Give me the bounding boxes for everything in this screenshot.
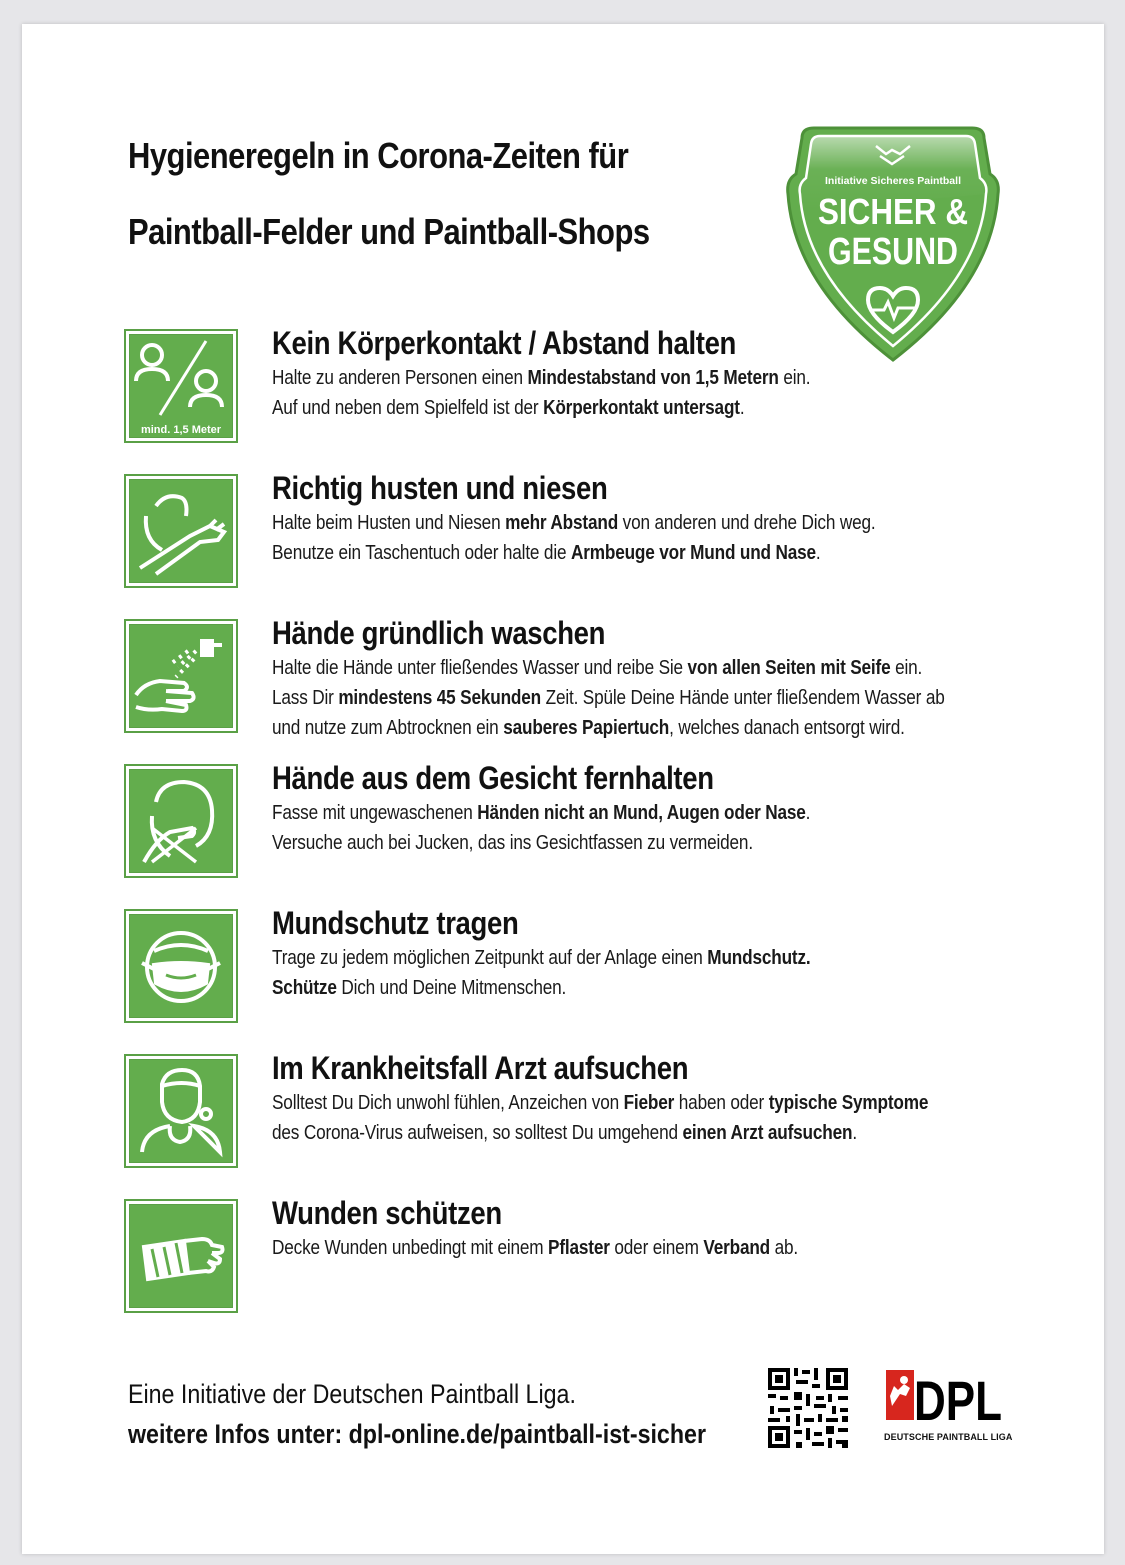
no-face-touch-icon [126, 766, 236, 876]
doctor-icon [126, 1056, 236, 1166]
rule-line [272, 943, 951, 973]
rule-text [272, 613, 951, 743]
rule-text-segment: Zeit. Spüle Deine Hände unter fließendem Wasser ab [541, 687, 945, 709]
rule-line [272, 973, 951, 1003]
rule-text-segment: ab. [770, 1237, 799, 1259]
rule-icon-box [124, 764, 238, 878]
rule-icon-box [124, 619, 238, 733]
rule-emphasis: Verband [703, 1237, 771, 1259]
dpl-logo [884, 1366, 1013, 1448]
rule-text [272, 1193, 951, 1263]
rule-line [272, 1118, 951, 1148]
rule-text-segment: . [805, 802, 811, 824]
title-line-2: Paintball-Felder und Paintball-Shops [128, 211, 650, 252]
rule-line [272, 1088, 951, 1118]
rule-text [272, 758, 951, 858]
rule-title: Richtig husten und niesen [272, 470, 608, 506]
badge-line-2: GESUND [828, 231, 958, 273]
rule-text-segment: Lass Dir [272, 687, 339, 709]
cough-elbow-icon [126, 476, 236, 586]
rule-icon-box [124, 1199, 238, 1313]
rule-line [272, 1233, 951, 1263]
rule-icon-box [124, 474, 238, 588]
qr-code[interactable] [766, 1366, 850, 1450]
rule-text-segment: ein. [890, 657, 923, 679]
rule-text-segment: Benutze ein Taschentuch oder halte die [272, 542, 571, 564]
dpl-caption: DEUTSCHE PAINTBALL LIGA [884, 1432, 1013, 1442]
badge-line-1: SICHER & [818, 191, 968, 232]
rule-text-segment: des Corona-Virus aufweisen, so solltest Du umgehend [272, 1122, 683, 1144]
rule-emphasis: Armbeuge vor Mund und Nase [570, 542, 816, 564]
rule-cough [124, 470, 924, 590]
rule-text-segment: Halte die Hände unter fließendes Wasser und reibe Sie [272, 657, 688, 679]
rule-line [272, 538, 951, 568]
rule-line [272, 713, 951, 743]
rule-emphasis: Schütze [272, 977, 337, 999]
rule-text-segment: . [852, 1122, 857, 1144]
rule-text-segment: Halte zu anderen Personen einen [272, 367, 528, 389]
dpl-logo-mark [884, 1366, 1004, 1432]
page-title [128, 118, 650, 270]
rule-text-segment: , welches danach entsorgt wird. [669, 717, 905, 739]
rule-text-segment: Versuche auch bei Jucken, das ins Gesichtfassen zu vermeiden. [272, 832, 753, 854]
rule-emphasis: Körperkontakt untersagt [543, 397, 740, 419]
rule-emphasis: Fieber [623, 1092, 675, 1114]
footer-initiative-text: Eine Initiative der Deutschen Paintball Liga. [128, 1379, 576, 1409]
rule-emphasis: einen Arzt aufsuchen [682, 1122, 853, 1144]
rule-title: Mundschutz tragen [272, 905, 519, 941]
rule-body [272, 1233, 951, 1263]
rule-title: Kein Körperkontakt / Abstand halten [272, 325, 737, 361]
rule-text-segment: und nutze zum Abtrocknen ein [272, 717, 504, 739]
rule-text [272, 1048, 951, 1148]
rule-emphasis: Pflaster [548, 1237, 610, 1259]
rule-hand-wash [124, 615, 945, 739]
rule-text [272, 903, 951, 1003]
rule-emphasis: mehr Abstand [505, 512, 619, 534]
rule-emphasis: Mindestabstand von 1,5 Metern [527, 367, 779, 389]
rule-body [272, 1088, 951, 1148]
rule-title: Hände gründlich waschen [272, 615, 606, 651]
rule-text-segment: Solltest Du Dich unwohl fühlen, Anzeichen von [272, 1092, 624, 1114]
rule-emphasis: Händen nicht an Mund, Augen oder Nase [477, 802, 806, 824]
badge-small-text: Initiative Sicheres Paintball [825, 175, 961, 187]
face-mask-icon [126, 911, 236, 1021]
rule-line [272, 798, 951, 828]
rule-text-segment: . [815, 542, 821, 564]
rule-text-segment: von anderen und drehe Dich weg. [618, 512, 876, 534]
distance-icon [126, 331, 236, 441]
rule-text [272, 323, 951, 423]
title-line-1: Hygieneregeln in Corona-Zeiten für [128, 135, 629, 176]
rule-wounds [124, 1195, 924, 1315]
rule-body [272, 363, 951, 423]
rule-text-segment: Decke Wunden unbedingt mit einem [272, 1237, 549, 1259]
rule-icon-box [124, 909, 238, 1023]
rule-text-segment: haben oder [674, 1092, 769, 1114]
rule-emphasis: sauberes Papiertuch [503, 717, 670, 739]
rule-mask [124, 905, 924, 1025]
rule-title: Hände aus dem Gesicht fernhalten [272, 760, 714, 796]
rule-face-touch [124, 760, 924, 880]
rule-text-segment: Halte beim Husten und Niesen [272, 512, 506, 534]
distance-caption: mind. 1,5 Meter [140, 424, 222, 436]
rule-text-segment: Fasse mit ungewaschenen [272, 802, 478, 824]
rule-text-segment: oder einem [609, 1237, 704, 1259]
footer-info-link[interactable]: weitere Infos unter: dpl-online.de/paintball-ist-sicher [128, 1419, 706, 1449]
bandaged-hand-icon [126, 1201, 236, 1311]
rule-emphasis: mindestens 45 Sekunden [338, 687, 542, 709]
rule-emphasis: von allen Seiten mit Seife [687, 657, 891, 679]
hand-wash-icon [126, 621, 236, 731]
rule-icon-box [124, 329, 238, 443]
flyer-page [22, 24, 1104, 1554]
rule-text-segment: Dich und Deine Mitmenschen. [336, 977, 567, 999]
rule-title: Wunden schützen [272, 1195, 502, 1231]
rule-emphasis: typische Symptome [768, 1092, 929, 1114]
rule-body [272, 653, 951, 743]
rule-icon-box [124, 1054, 238, 1168]
rule-emphasis: Mundschutz. [707, 947, 811, 969]
rule-line [272, 828, 951, 858]
rule-distance [124, 325, 924, 445]
rule-body [272, 943, 951, 1003]
rule-text-segment: . [739, 397, 745, 419]
dpl-mark-text: DPL [914, 1369, 1002, 1432]
rule-line [272, 653, 951, 683]
rule-text-segment: Trage zu jedem möglichen Zeitpunkt auf der Anlage einen [272, 947, 708, 969]
rule-doctor [124, 1050, 929, 1170]
rule-line [272, 683, 951, 713]
rule-text-segment: ein. [778, 367, 811, 389]
rule-text-segment: Auf und neben dem Spielfeld ist der [272, 397, 544, 419]
rule-line [272, 508, 951, 538]
rule-line [272, 393, 951, 423]
rule-body [272, 798, 951, 858]
rule-text [272, 468, 951, 568]
rule-line [272, 363, 951, 393]
rule-title: Im Krankheitsfall Arzt aufsuchen [272, 1050, 689, 1086]
footer [128, 1374, 706, 1454]
rule-body [272, 508, 951, 568]
